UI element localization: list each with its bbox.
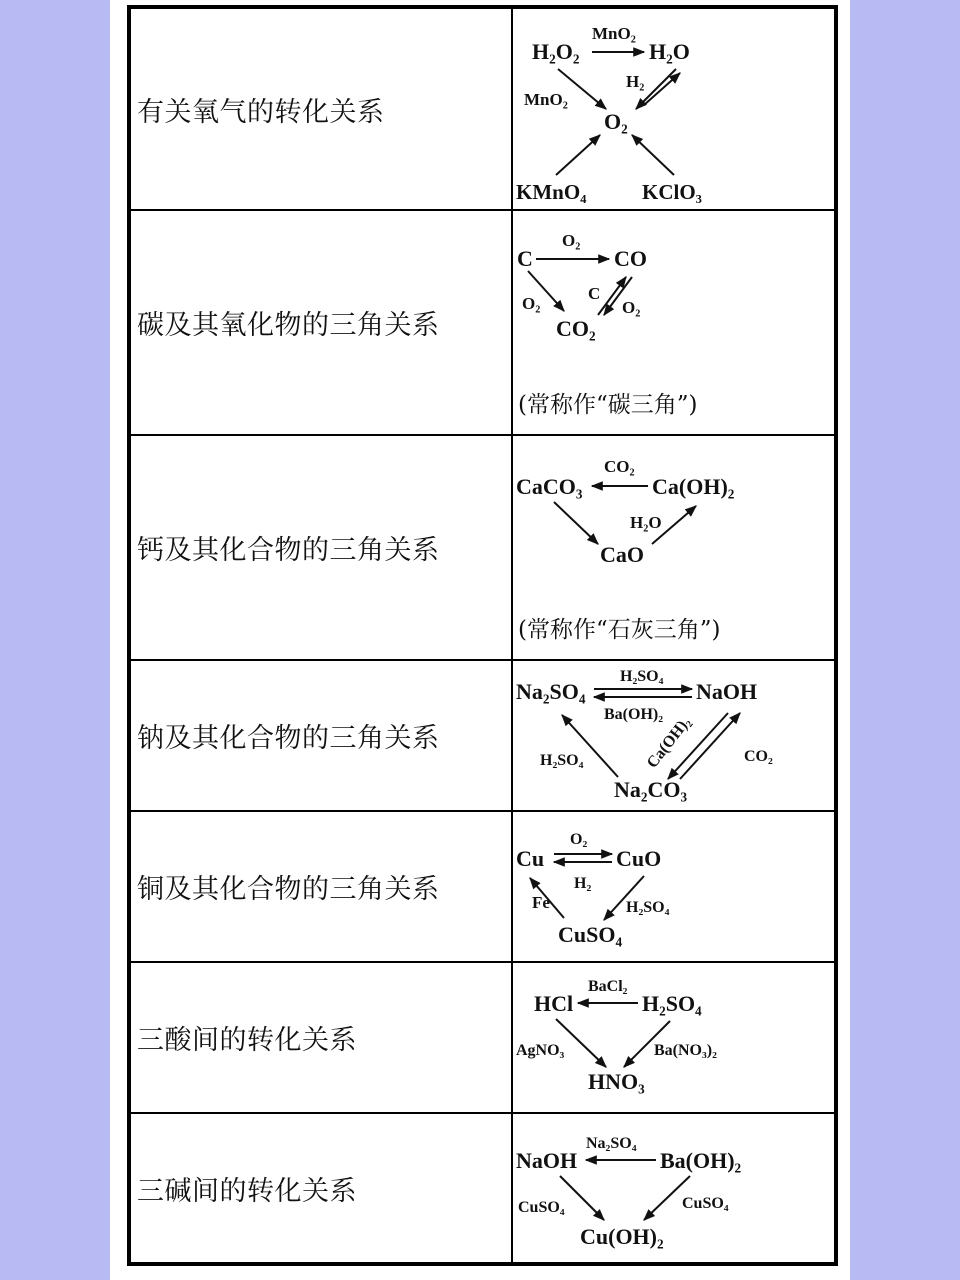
condition-cuso4-left: CuSO₄ [518, 1199, 565, 1216]
row-label: 碳及其氧化物的三角关系 [137, 310, 440, 341]
species-baoh2: Ba(OH)₂ [660, 1148, 742, 1173]
species-cuo: CuO [616, 846, 662, 871]
carbon-diagram [514, 211, 834, 434]
condition-o2-mid: O₂ [622, 298, 641, 317]
species-cu: Cu [516, 846, 545, 871]
species-kclo3: KClO₃ [642, 180, 702, 204]
species-o2: O₂ [604, 109, 628, 134]
bases-diagram [514, 1114, 834, 1262]
condition-co2: CO₂ [744, 748, 773, 765]
species-h2so4: H₂SO₄ [642, 991, 702, 1016]
species-naoh: NaOH [516, 1148, 578, 1173]
sodium-diagram [514, 661, 834, 810]
row-label: 钙及其化合物的三角关系 [137, 535, 440, 566]
species-caco3: CaCO₃ [516, 474, 583, 499]
condition-h2so4: H₂SO₄ [626, 899, 670, 916]
diagram-note: (常称作“碳三角”) [518, 392, 698, 418]
row-label: 铜及其化合物的三角关系 [137, 874, 440, 905]
arrow [560, 1176, 604, 1220]
condition-h2: H₂ [626, 72, 645, 91]
condition-o2-top: O₂ [562, 231, 581, 250]
row-label: 钠及其化合物的三角关系 [137, 723, 440, 754]
condition-fe: Fe [532, 893, 550, 912]
species-kmno4: KMnO₄ [516, 180, 587, 204]
table-row [131, 436, 834, 661]
condition-h2o: H₂O [630, 513, 662, 532]
species-c: C [517, 246, 533, 271]
diagram-note: (常称作“石灰三角”) [518, 617, 721, 643]
species-cuso4: CuSO₄ [558, 922, 623, 947]
species-naoh: NaOH [696, 679, 758, 704]
copper-diagram [514, 812, 834, 961]
table-row [131, 1114, 834, 1262]
row-label: 三碱间的转化关系 [137, 1175, 357, 1207]
condition-c-mid: C [588, 284, 601, 303]
species-na2co3: Na₂CO₃ [614, 777, 688, 802]
species-caoh2: Ca(OH)₂ [652, 474, 735, 499]
condition-cuso4-right: CuSO₄ [682, 1195, 729, 1212]
condition-h2so4-top: H₂SO₄ [620, 668, 664, 685]
condition-o2: O₂ [570, 831, 588, 848]
row-label: 三酸间的转化关系 [137, 1025, 357, 1056]
acids-diagram [514, 963, 834, 1112]
species-cao: CaO [600, 542, 644, 567]
row-label: 有关氧气的转化关系 [137, 96, 385, 128]
conversion-table [127, 5, 838, 1266]
species-h2o2: H₂O₂ [532, 39, 580, 64]
condition-mno2-top: MnO₂ [592, 24, 636, 43]
arrow [632, 135, 674, 175]
condition-bano32: Ba(NO₃)₂ [654, 1042, 717, 1059]
arrow [556, 135, 600, 175]
species-hno3: HNO₃ [588, 1069, 645, 1094]
species-cuoh2: Cu(OH)₂ [580, 1224, 664, 1249]
species-na2so4: Na₂SO₄ [516, 679, 586, 704]
condition-caoh2: Ca(OH)₂ [643, 713, 695, 772]
table-row [131, 661, 834, 812]
condition-mno2-left: MnO₂ [524, 90, 568, 109]
condition-h2: H₂ [574, 875, 592, 892]
calcium-diagram [514, 436, 834, 659]
table-row [131, 9, 834, 211]
species-hcl: HCl [534, 991, 574, 1016]
condition-baoh2: Ba(OH)₂ [604, 706, 664, 723]
condition-co2: CO₂ [604, 457, 635, 476]
table-row [131, 812, 834, 963]
arrow [644, 73, 680, 105]
condition-agno3: AgNO₃ [516, 1042, 565, 1059]
species-co: CO [614, 246, 647, 271]
condition-na2so4: Na₂SO₄ [586, 1135, 637, 1152]
species-co2: CO₂ [556, 316, 596, 341]
condition-o2-left: O₂ [522, 294, 541, 313]
oxygen-diagram [514, 9, 834, 209]
condition-h2so4-left: H₂SO₄ [540, 752, 584, 769]
species-h2o: H₂O [649, 39, 690, 64]
table-row [131, 963, 834, 1114]
condition-bacl2: BaCl₂ [588, 978, 628, 995]
table-row [131, 211, 834, 436]
arrow [554, 502, 598, 544]
